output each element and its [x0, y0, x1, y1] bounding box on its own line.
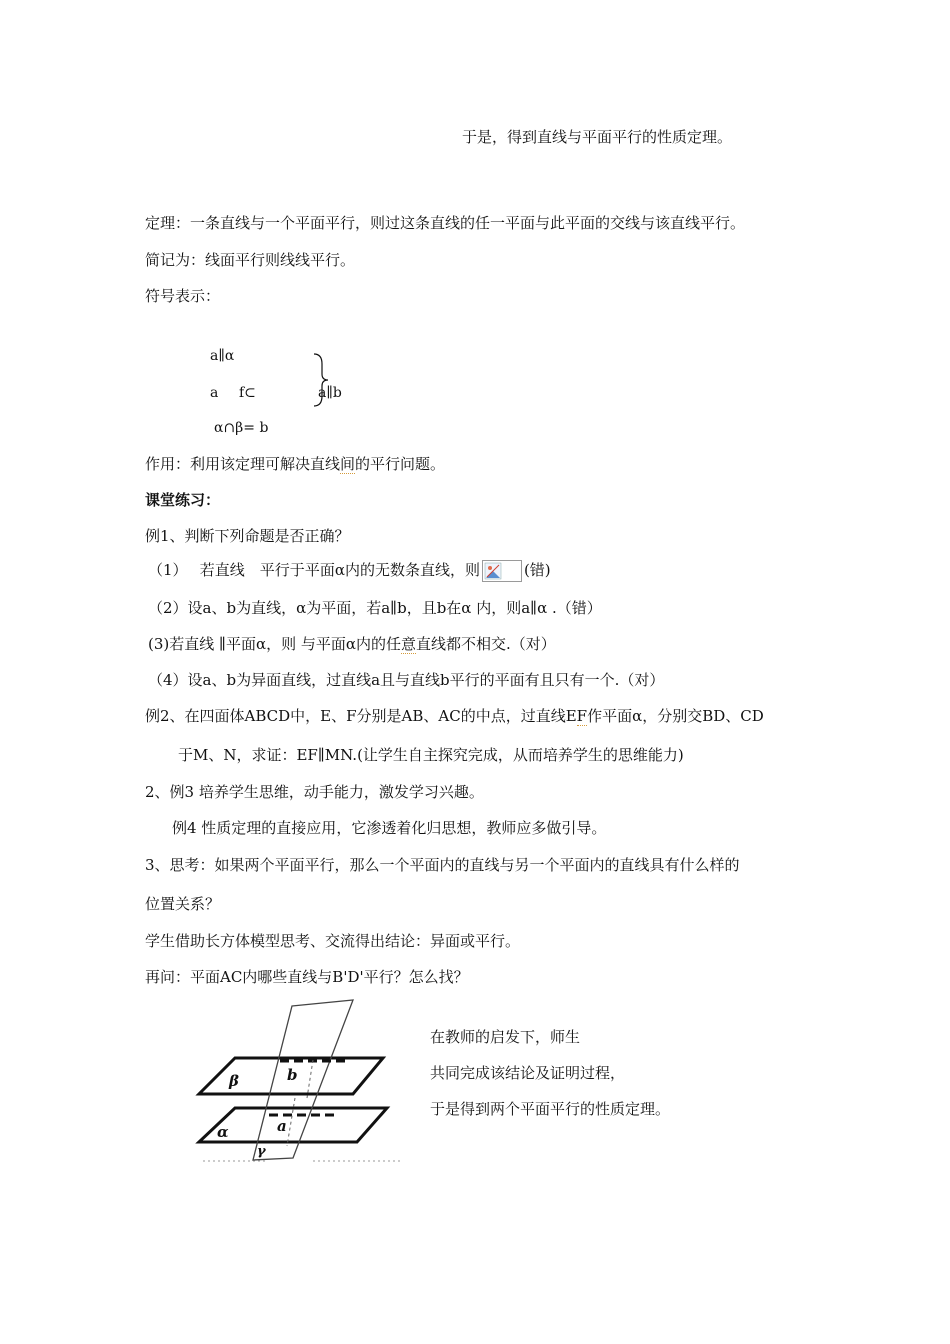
- practice-heading: 课堂练习：: [145, 491, 221, 509]
- item-3-post: 直线都不相交.（对）: [416, 635, 556, 653]
- item-1: [148, 560, 551, 582]
- again-question: 再问：平面AC内哪些直线与B'D'平行？怎么找？: [145, 968, 469, 986]
- symbol-line-2b: f⊂: [239, 385, 256, 401]
- label-a: a: [277, 1117, 287, 1135]
- example1-title: 例1、判断下列命题是否正确？: [145, 527, 350, 545]
- example4: 例4 性质定理的直接应用，它渗透着化归思想，教师应多做引导。: [172, 819, 607, 837]
- parallel-planes-figure: [195, 998, 415, 1168]
- example2-post: 作平面α，分别交BD、CD: [587, 707, 764, 725]
- student-conclusion: 学生借助长方体模型思考、交流得出结论：异面或平行。: [145, 932, 521, 950]
- example2-line-2: 于M、N，求证：EF∥MN.(让学生自主探究完成，从而培养学生的思维能力): [178, 746, 684, 764]
- item-3-pre: (3)若直线 ∥平面α，则 与平面α内的任: [148, 635, 401, 653]
- figure-caption-2: 共同完成该结论及证明过程，: [430, 1064, 626, 1082]
- example2-mark: F: [576, 707, 588, 725]
- symbol-line-2a: a: [210, 385, 219, 401]
- image-placeholder-icon: [482, 560, 522, 582]
- symbol-result: a∥b: [318, 385, 342, 401]
- label-alpha: α: [217, 1123, 229, 1141]
- label-beta: β: [229, 1072, 239, 1090]
- example2-line-1: [145, 706, 764, 726]
- short-form: 简记为：线面平行则线线平行。: [145, 251, 356, 269]
- item-1-text: （1） 若直线 平行于平面α内的无数条直线，则: [148, 561, 480, 579]
- usage-pre: 作用：利用该定理可解决直线: [145, 455, 341, 473]
- item-4: （4）设a、b为异面直线，过直线a且与直线b平行的平面有且只有一个.（对）: [148, 671, 665, 689]
- label-gamma: γ: [257, 1144, 266, 1159]
- item-3: [148, 634, 556, 654]
- item-1-answer: (错): [523, 561, 551, 579]
- label-b: b: [287, 1066, 298, 1084]
- item-2: （2）设a、b为直线，α为平面，若a∥b，且b在α 内，则a∥α .（错）: [148, 599, 602, 617]
- example3: 2、例3 培养学生思维，动手能力，激发学习兴趣。: [145, 783, 484, 801]
- item-3-mark: 意: [400, 635, 416, 653]
- symbol-label: 符号表示：: [145, 287, 221, 305]
- think-line-1: 3、思考：如果两个平面平行，那么一个平面内的直线与另一个平面内的直线具有什么样的: [145, 856, 740, 874]
- symbol-line-1: a∥α: [210, 348, 235, 364]
- intro-line: 于是，得到直线与平面平行的性质定理。: [462, 128, 733, 146]
- usage-post: 的平行问题。: [355, 455, 446, 473]
- figure-caption-1: 在教师的启发下，师生: [430, 1028, 581, 1046]
- think-line-2: 位置关系？: [145, 895, 221, 913]
- figure-caption-3: 于是得到两个平面平行的性质定理。: [430, 1100, 671, 1118]
- symbol-line-3: α∩β= b: [214, 420, 269, 436]
- usage-line: [145, 454, 445, 474]
- plane-gamma: [253, 1000, 353, 1160]
- usage-mark: 间: [340, 455, 356, 473]
- theorem-statement: 定理：一条直线与一个平面平行，则过这条直线的任一平面与此平面的交线与该直线平行。: [145, 214, 746, 232]
- example2-pre: 例2、在四面体ABCD中，E、F分别是AB、AC的中点，过直线E: [145, 707, 577, 725]
